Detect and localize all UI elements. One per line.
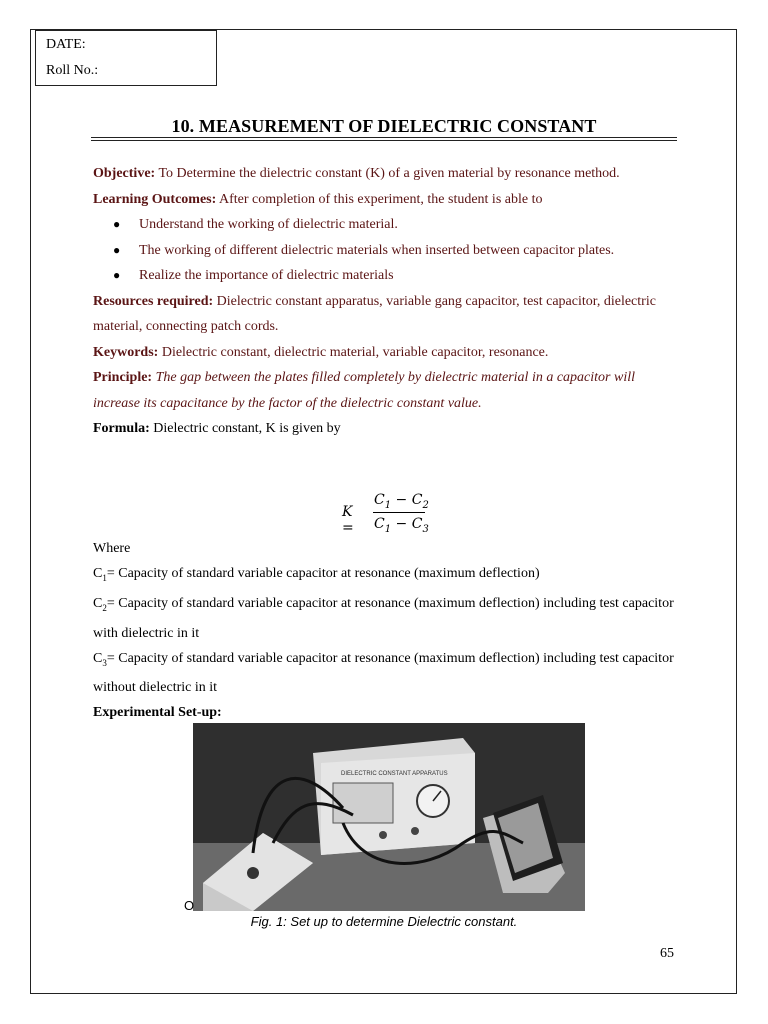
objective-text: To Determine the dielectric constant (K) of a given material by resonance method. (158, 166, 620, 181)
formula-numerator: $C_1 - C_2$ (374, 492, 429, 511)
objective-paragraph (93, 161, 683, 187)
resources-text: Dielectric constant apparatus, variable gang capacitor, test capacitor, dielectric material, connecting patch cords. (93, 293, 656, 334)
list-item: ● Realize the importance of dielectric materials (93, 263, 683, 289)
keywords-label: Keywords: (93, 344, 159, 360)
list-item: ● The working of different dielectric materials when inserted between capacitor plates. (93, 238, 683, 264)
apparatus-photo (193, 723, 585, 911)
formula-denominator: $C_1 - C_3$ (374, 516, 429, 535)
page-title: 10. MEASUREMENT OF DIELECTRIC CONSTANT (171, 116, 597, 136)
definition-c3: $C_3=$ Capacity of standard variable capacitor at resonance (maximum deflection) including test capacitor without dielectric in it (93, 650, 674, 696)
bullet-icon: ● (113, 268, 121, 282)
date-roll-box (35, 30, 217, 86)
bullet-icon: ● (113, 242, 121, 257)
definitions-section (93, 536, 683, 725)
where-label: Where (93, 541, 131, 556)
stray-mark: O (184, 898, 195, 913)
formula-text: Dielectric constant, K is given by (153, 421, 341, 436)
definition-c2: $C_2=$ Capacity of standard variable capacitor at resonance (maximum deflection) including test capacitor with dielectric in it (93, 595, 674, 641)
principle-paragraph (93, 365, 683, 416)
page-number: 65 (660, 946, 674, 961)
figure-caption: Fig. 1: Set up to determine Dielectric constant. (250, 914, 518, 929)
learning-outcomes-list (93, 212, 683, 289)
principle-text: The gap between the plates filled completely by dielectric material in a capacitor will increase its capacitance by the factor of the dielectric constant value. (93, 370, 635, 411)
fraction-bar (373, 512, 425, 513)
main-content (93, 161, 683, 442)
title-underline (91, 137, 677, 138)
bullet-icon: ● (113, 217, 121, 231)
learning-outcomes-text: After completion of this experiment, the student is able to (219, 191, 543, 207)
apparatus-panel-label: DIELECTRIC CONSTANT APPARATUS (341, 771, 448, 777)
formula-label: Formula: (93, 421, 150, 436)
resources-label: Resources required: (93, 293, 214, 309)
keywords-paragraph (93, 340, 683, 366)
date-label: DATE: (46, 37, 86, 52)
setup-heading: Experimental Set-up: (93, 705, 222, 721)
definition-c1: $C_1=$ Capacity of standard variable capacitor at resonance (maximum deflection) (93, 566, 540, 583)
apparatus-photo-drawing (193, 723, 585, 911)
title-underline-double (91, 140, 677, 141)
formula-lhs: K = (342, 504, 354, 536)
learning-outcomes-label: Learning Outcomes: (93, 191, 217, 207)
resources-paragraph (93, 289, 683, 340)
roll-number-label: Roll No.: (46, 63, 99, 78)
principle-label: Principle: (93, 370, 153, 385)
objective-label: Objective: (93, 166, 156, 181)
list-item: ● Understand the working of dielectric material. (93, 212, 683, 238)
learning-outcomes-paragraph (93, 187, 683, 213)
formula-paragraph (93, 416, 683, 442)
keywords-text: Dielectric constant, dielectric material, variable capacitor, resonance. (161, 344, 549, 360)
